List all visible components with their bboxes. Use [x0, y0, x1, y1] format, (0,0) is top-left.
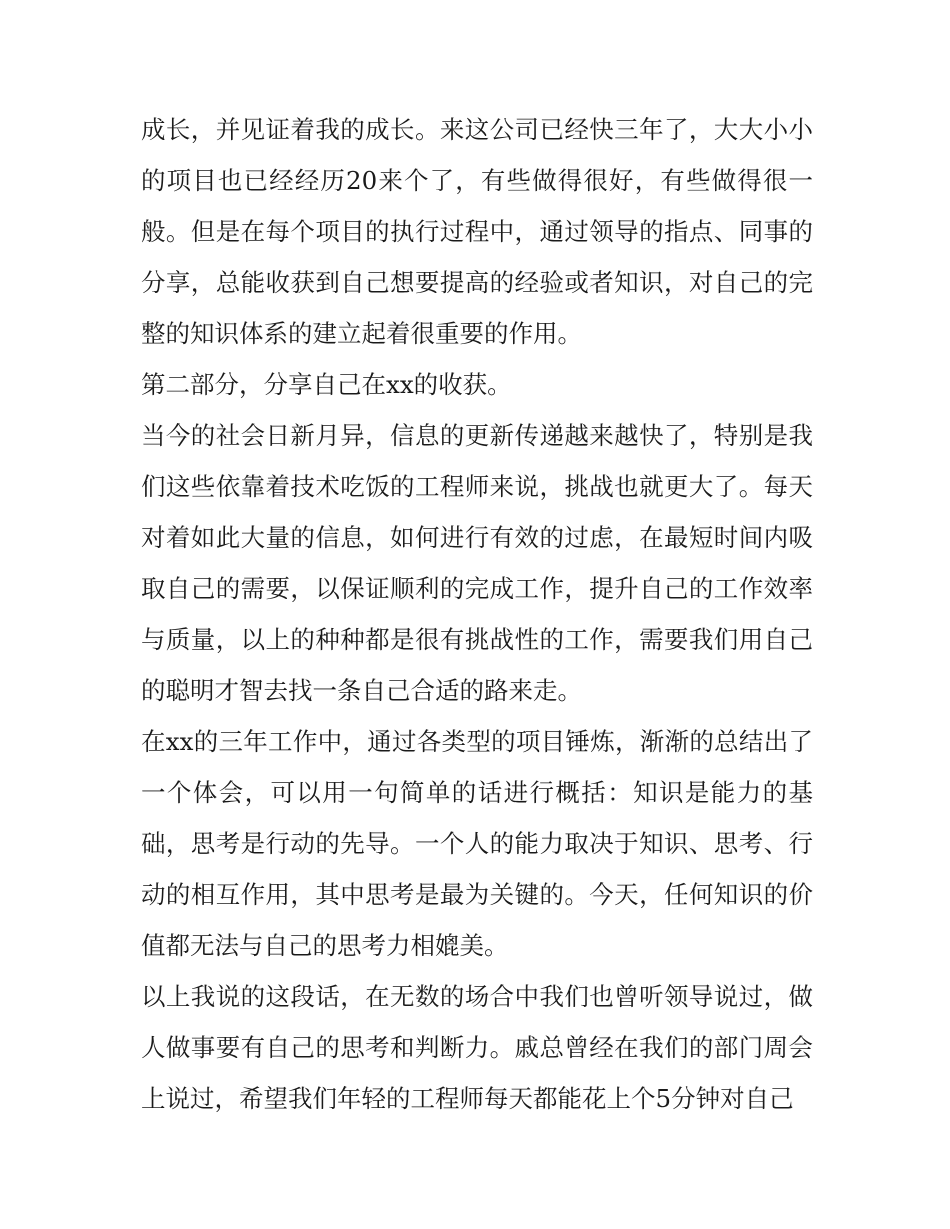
paragraph-information-era: 当今的社会日新月异，信息的更新传递越来越快了，特别是我们这些依靠着技术吃饭的工程师来说，挑战也就更大了。每天对着如此大量的信息，如何进行有效的过虑，在最短时间内吸取自己的需要，以保证顺利的完成工作，提升自己的工作效率与质量，以上的种种都是很有挑战性的工作，需要我们用自己的聪明才智去找一条自己合适的路来走。 [141, 421, 813, 705]
section-heading-part-two: 第二部分，分享自己在xx的收获。 [141, 370, 512, 399]
paragraph-knowledge-thinking: 在xx的三年工作中，通过各类型的项目锤炼，渐渐的总结出了一个体会，可以用一句简单的话进行概括：知识是能力的基础，思考是行动的先导。一个人的能力取决于知识、思考、行动的相互作用，其中思考是最为关键的。今天，任何知识的价值都无法与自己的思考力相媲美。 [141, 727, 813, 960]
paragraph-growth: 成长，并见证着我的成长。来这公司已经快三年了，大大小小的项目也已经经历20来个了，有些做得很好，有些做得很一般。但是在每个项目的执行过程中，通过领导的指点、同事的分享，总能收获到自己想要提高的经验或者知识，对自己的完整的知识体系的建立起着很重要的作用。 [141, 115, 813, 348]
document-body [141, 104, 813, 1124]
paragraph-judgment: 以上我说的这段话，在无数的场合中我们也曾听领导说过，做人做事要有自己的思考和判断力。戚总曾经在我们的部门周会上说过，希望我们年轻的工程师每天都能花上个5分钟对自己 [141, 982, 813, 1113]
